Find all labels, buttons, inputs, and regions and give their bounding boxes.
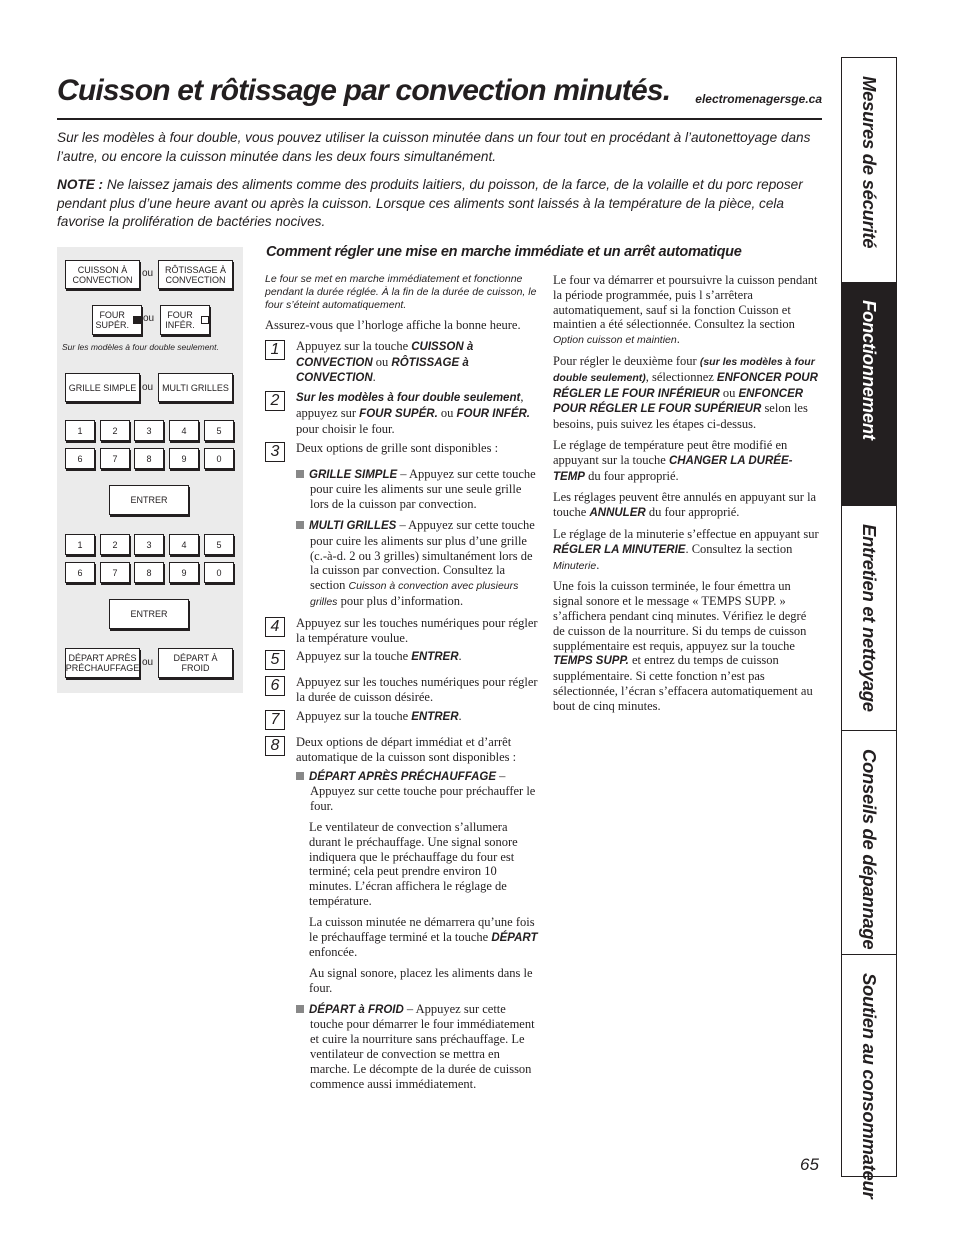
- step-number: 4: [265, 617, 285, 637]
- paragraph-text: Le réglage de la minuterie s’effectue en appuyant sur: [553, 526, 819, 541]
- step-text: ou: [437, 405, 457, 420]
- step-4: [265, 616, 540, 646]
- tab-label: Conseils de dépannage: [859, 749, 880, 950]
- preheat-fan-paragraph: Le ventilateur de convection s’allumera durant le préchauffage. Une signal sonore indiquera que le préchauffage du four est terminé; cela peut prendre environ 10 minutes. L’écran affichera le réglage de température.: [309, 819, 518, 908]
- step-number: 6: [265, 676, 285, 696]
- bullet-depart-prechauffage: [265, 769, 540, 814]
- step-number: 2: [265, 391, 285, 411]
- number-key-2: 2: [100, 534, 130, 555]
- ou-label: ou: [142, 382, 154, 393]
- bullet-depart-froid: [265, 1002, 540, 1092]
- key-reference: DÉPART à FROID: [309, 1003, 404, 1016]
- step-text: .: [458, 708, 462, 723]
- number-key-6: 6: [65, 562, 95, 583]
- paragraph-text: .: [676, 332, 680, 347]
- key-reference: RÔTISSAGE à CONVECTION: [296, 356, 469, 385]
- number-key-0: 0: [204, 562, 234, 583]
- lead-paragraph: Le four se met en marche immédiatement et fonctionne pendant la durée réglée. À la fin de la durée de cuisson, le four s’éteint automatiquement.: [265, 273, 537, 311]
- ou-label: ou: [142, 657, 154, 668]
- website-link[interactable]: electromenagersge.ca: [695, 92, 822, 106]
- step-2: [265, 390, 540, 436]
- cuisson-convection-key: CUISSON À CONVECTION: [65, 260, 140, 289]
- number-key-1: 1: [65, 420, 95, 441]
- paragraph-text: Pour régler le deuxième four: [553, 353, 700, 368]
- step-text: Appuyez sur la touche: [296, 708, 412, 723]
- step-6: [265, 675, 540, 705]
- number-key-2: 2: [100, 420, 130, 441]
- step-7: [265, 709, 540, 731]
- bullet-text: – Appuyez sur cette touche pour démarrer le four immédiatement et cuire la nourriture sans préchauffage. Le ventilateur de convection se mettra en marche. Le décompte de la durée de cuisson commence aussi immédiatement.: [310, 1001, 535, 1091]
- section-reference: Minuterie: [553, 559, 597, 572]
- key-reference: TEMPS SUPP.: [553, 655, 629, 668]
- side-tabs: [841, 57, 897, 1199]
- key-reference: GRILLE SIMPLE: [309, 468, 398, 481]
- key-reference: ENTRER: [411, 710, 459, 723]
- grille-simple-key: GRILLE SIMPLE: [65, 373, 140, 402]
- step-text: Deux options de départ immédiat et d’arrêt automatique de la cuisson sont disponibles :: [296, 734, 517, 764]
- paragraph-text: Le réglage de température peut être modifié en appuyant sur la touche: [553, 437, 788, 467]
- tab-label: Fonctionnement: [859, 300, 880, 440]
- key-reference: ENTRER: [411, 651, 459, 664]
- instructions-left-column: [265, 273, 540, 1097]
- depart-prechauffage-key: DÉPART APRÈS PRÉCHAUFFAGE: [65, 648, 140, 678]
- tab-label: Mesures de sécurité: [859, 76, 880, 249]
- intro-text: Sur les modèles à four double, vous pouvez utiliser la cuisson minutée dans un four tout en procédant à l’autonettoyage dans l’autre, ou encore la cuisson minutée dans les deux fours simultanément.: [57, 130, 811, 164]
- ou-label: ou: [143, 313, 155, 324]
- number-key-1: 1: [65, 534, 95, 555]
- step-text: pour choisir le four.: [296, 421, 395, 436]
- number-key-4: 4: [169, 534, 199, 555]
- paragraph-text: .: [596, 557, 600, 572]
- page-number: 65: [800, 1155, 819, 1174]
- number-key-8: 8: [134, 562, 164, 583]
- page-title: Cuisson et rôtissage par convection minutés.: [57, 74, 671, 107]
- key-reference: MULTI GRILLES: [309, 519, 397, 532]
- bullet-square-icon: [296, 470, 304, 478]
- step-number: 5: [265, 650, 285, 670]
- step-number: 1: [265, 340, 285, 360]
- signal-paragraph: Au signal sonore, placez les aliments dans le four.: [309, 966, 533, 995]
- step-text: Deux options de grille sont disponibles :: [296, 440, 499, 455]
- lower-oven-icon: [201, 316, 209, 324]
- step-3: [265, 441, 540, 463]
- step-5: [265, 649, 540, 671]
- step-8: [265, 735, 540, 765]
- key-reference: CHANGER LA DURÉE-TEMP: [553, 454, 793, 483]
- tab-conseils-depannage[interactable]: [842, 730, 896, 955]
- right-paragraph-1: [553, 273, 821, 348]
- tab-label: Soutien au consommateur: [859, 973, 880, 1199]
- key-reference: ENFONCER POUR RÉGLER LE FOUR INFÉRIEUR: [553, 371, 818, 400]
- key-reference: RÉGLER LA MINUTERIE: [553, 543, 686, 556]
- number-key-7: 7: [100, 562, 130, 583]
- tab-label: Entretien et nettoyage: [859, 524, 880, 712]
- note-text: Ne laissez jamais des aliments comme des produits laitiers, du poisson, de la farce, de la volaille et du porc reposer pendant plus d’une heure avant ou après la cuisson. Lorsque ces aliments sont laissés à la température de la pièce, cela favorise la prolifération de bactéries nocives.: [57, 177, 803, 229]
- key-reference: CUISSON à CONVECTION: [296, 340, 474, 369]
- four-infer-label: FOUR INFÉR.: [165, 310, 195, 330]
- number-key-6: 6: [65, 448, 95, 469]
- step-text: .: [458, 649, 462, 664]
- step-text: Appuyez sur la touche: [296, 338, 412, 353]
- four-super-key: [92, 305, 142, 335]
- section-reference: Cuisson à convection avec plusieurs grilles: [310, 580, 519, 608]
- upper-oven-icon: [133, 316, 141, 324]
- bullet-text: – Appuyez sur cette touche pour préchauffer le four.: [310, 768, 536, 814]
- entrer-key: ENTRER: [109, 485, 189, 515]
- tab-fonctionnement[interactable]: [842, 282, 896, 506]
- number-key-3: 3: [134, 534, 164, 555]
- right-paragraph-3: [553, 438, 821, 484]
- paragraph-text: La cuisson minutée ne démarrera qu’une fois le préchauffage terminé et la touche: [309, 914, 535, 944]
- right-paragraph-4: [553, 490, 821, 521]
- bullet-square-icon: [296, 772, 304, 780]
- bullet-square-icon: [296, 521, 304, 529]
- double-oven-note: Sur les modèles à four double seulement.: [62, 342, 219, 352]
- emphasis-text: Sur les modèles à four double seulement: [296, 392, 521, 405]
- clock-reminder: Assurez-vous que l’horloge affiche la bonne heure.: [265, 318, 521, 332]
- tab-entretien-nettoyage[interactable]: [842, 506, 896, 730]
- paragraph-text: ou: [719, 385, 739, 400]
- bullet-square-icon: [296, 1005, 304, 1013]
- number-key-5: 5: [204, 534, 234, 555]
- paragraph-text: selon les besoins, puis suivez les étapes ci-dessus.: [553, 401, 808, 432]
- depart-froid-key: DÉPART À FROID: [158, 648, 233, 678]
- paragraph-text: et entrez du temps de cuisson supplémentaire. Si cette fonction n’est pas sélectionnée, l’écran s’effacera automatiquement au bout de cinq minutes.: [553, 653, 813, 713]
- tab-soutien-consommateur[interactable]: [842, 954, 896, 1199]
- right-paragraph-6: [553, 579, 821, 713]
- step-text: Appuyez sur la touche: [296, 649, 412, 664]
- bullet-text: pour plus d’information.: [337, 593, 464, 608]
- section-heading: Comment régler une mise en marche immédiate et un arrêt automatique: [266, 244, 742, 260]
- key-reference: DÉPART: [491, 931, 538, 944]
- step-text: Appuyez sur les touches numériques pour régler la durée de cuisson désirée.: [296, 675, 538, 705]
- ou-label: ou: [142, 268, 154, 279]
- note-label: NOTE :: [57, 177, 104, 192]
- step-number: 7: [265, 710, 285, 730]
- entrer-key: ENTRER: [109, 599, 189, 629]
- multi-grilles-key: MULTI GRILLES: [158, 373, 233, 402]
- key-reference: ENFONCER POUR RÉGLER LE FOUR SUPÉRIEUR: [553, 387, 804, 416]
- number-key-4: 4: [169, 420, 199, 441]
- paragraph-text: Une fois la cuisson terminée, le four émettra un signal sonore et le message « TEMPS SUPP. » s’affichera pendant cinq minutes. Vérifiez le degré de cuisson de la nourriture. Si du temps de cuisson supplémentaire est requis, appuyez sur la touche: [553, 579, 807, 653]
- number-key-7: 7: [100, 448, 130, 469]
- instructions-right-column: [553, 273, 821, 720]
- number-key-9: 9: [169, 562, 199, 583]
- step-number: 8: [265, 736, 285, 756]
- four-infer-key: [160, 305, 210, 335]
- step-text: .: [372, 370, 376, 385]
- bullet-text: – Appuyez sur cette touche pour cuire les aliments sur une seule grille lors de la cuisson par convection.: [310, 466, 536, 512]
- step-number: 3: [265, 442, 285, 462]
- key-reference: DÉPART APRÈS PRÉCHAUFFAGE: [309, 770, 497, 783]
- safety-note: [57, 176, 827, 232]
- paragraph-text: enfoncée.: [309, 945, 358, 960]
- number-key-0: 0: [204, 448, 234, 469]
- paragraph-text: du four approprié.: [584, 468, 679, 483]
- key-reference: FOUR INFÉR.: [456, 407, 530, 420]
- rotissage-convection-key: RÔTISSAGE À CONVECTION: [158, 260, 233, 289]
- tab-mesures-securite[interactable]: [842, 58, 896, 282]
- emphasis-text: (sur les modèles à four double seulement): [553, 355, 815, 384]
- number-key-9: 9: [169, 448, 199, 469]
- bullet-multi-grilles: [265, 518, 540, 610]
- key-reference: ANNULER: [589, 507, 646, 520]
- header-rule: [57, 118, 822, 120]
- paragraph-text: . Consultez la section: [685, 541, 793, 556]
- right-paragraph-5: [553, 527, 821, 573]
- right-paragraph-2: [553, 354, 821, 432]
- bullet-text: – Appuyez sur cette touche pour cuire les aliments sur plus d’une grille (c.-à-d. 2 ou 3 grilles) simultanément lors de la cuisson par convection. Consultez la section: [310, 517, 535, 593]
- paragraph-text: Les réglages peuvent être annulés en appuyant sur la touche: [553, 490, 817, 520]
- number-key-3: 3: [134, 420, 164, 441]
- step-text: Appuyez sur les touches numériques pour régler la température voulue.: [296, 615, 538, 645]
- key-reference: FOUR SUPÉR.: [359, 407, 438, 420]
- number-key-8: 8: [134, 448, 164, 469]
- paragraph-text: du four approprié.: [645, 505, 740, 520]
- bullet-grille-simple: [265, 467, 540, 512]
- timed-start-paragraph: [265, 915, 540, 960]
- paragraph-text: , sélectionnez: [645, 369, 717, 384]
- paragraph-text: Le four va démarrer et poursuivre la cuisson pendant la période programmée, puis l s’arrêtera automatiquement, sauf si la fonction Cuisson et maintien a été sélectionnée. Consultez la section: [553, 273, 818, 332]
- step-1: [265, 339, 540, 386]
- intro-paragraph: [57, 129, 827, 166]
- four-super-label: FOUR SUPÉR.: [95, 310, 129, 330]
- section-reference: Option cuisson et maintien: [553, 334, 677, 347]
- number-key-5: 5: [204, 420, 234, 441]
- step-text: ou: [372, 354, 392, 369]
- step-text: , appuyez sur: [296, 390, 524, 420]
